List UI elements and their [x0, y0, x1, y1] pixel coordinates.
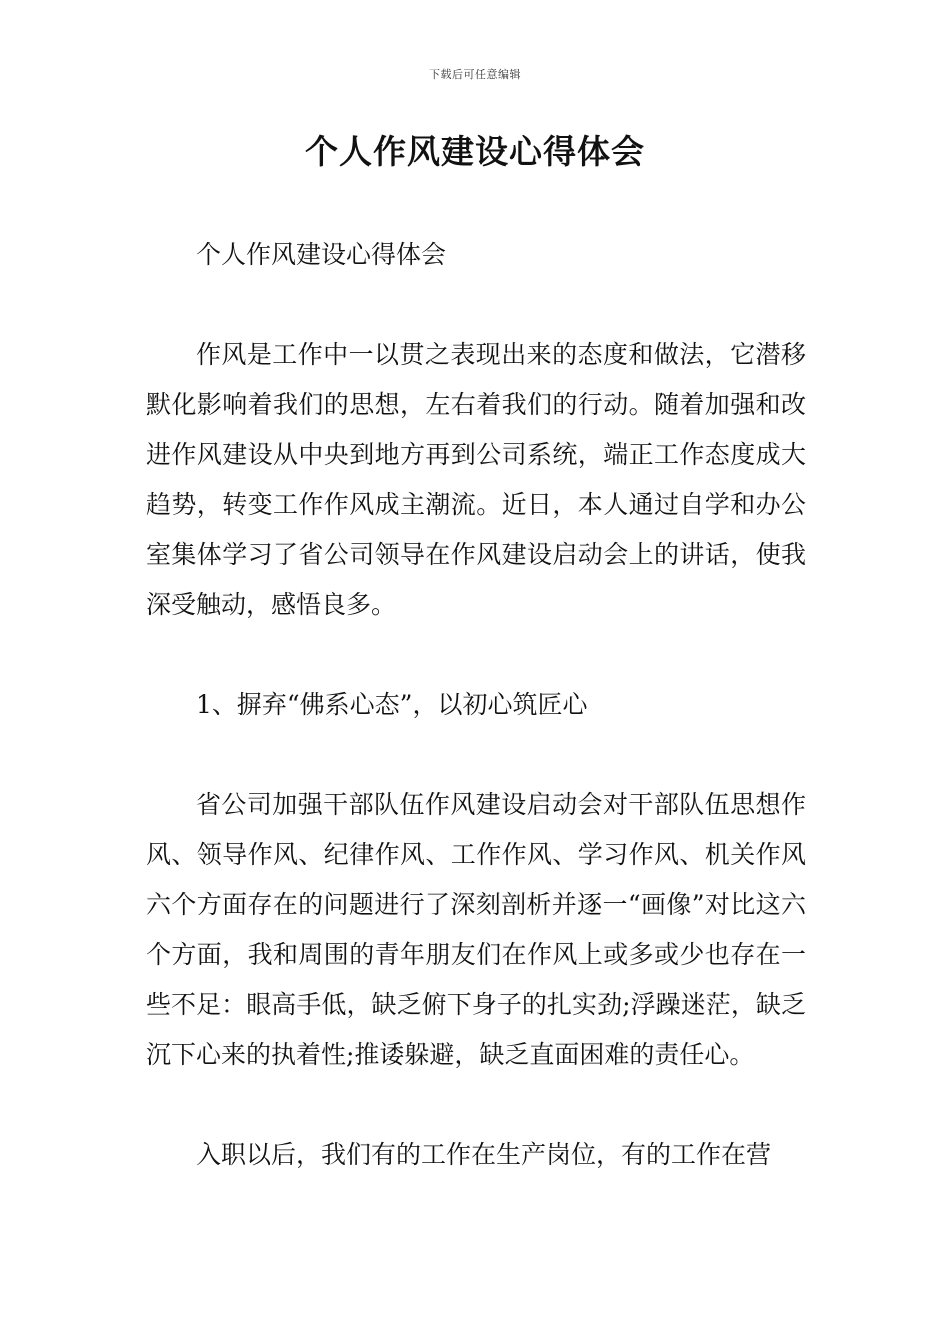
document-title: 个人作风建设心得体会 [305, 132, 645, 171]
paragraph-intro: 作风是工作中一以贯之表现出来的态度和做法，它潜移默化影响着我们的思想，左右着我们的行动。随着加强和改进作风建设从中央到地方再到公司系统，端正工作态度成大趋势，转变工作作风成主潮流。近日，本人通过自学和办公室集体学习了省公司领导在作风建设启动会上的讲话，使我深受触动，感悟良多。 [146, 340, 806, 619]
paragraph-continuation: 入职以后，我们有的工作在生产岗位，有的工作在营 [196, 1140, 772, 1169]
paragraph-section-1: 省公司加强干部队伍作风建设启动会对干部队伍思想作风、领导作风、纪律作风、工作作风、学习作风、机关作风六个方面存在的问题进行了深刻剖析并逐一“画像”对比这六个方面，我和周围的青年朋友们在作风上或多或少也存在一些不足：眼高手低，缺乏俯下身子的扎实劲;浮躁迷茫，缺乏沉下心来的执着性;推诿躲避，缺乏直面困难的责任心。 [146, 790, 806, 1069]
document-body [146, 230, 806, 1180]
paragraph-subtitle: 个人作风建设心得体会 [196, 240, 447, 269]
section-heading-1: 1、摒弃“佛系心态”，以初心筑匠心 [196, 690, 588, 719]
header-note: 下载后可任意编辑 [429, 68, 521, 81]
